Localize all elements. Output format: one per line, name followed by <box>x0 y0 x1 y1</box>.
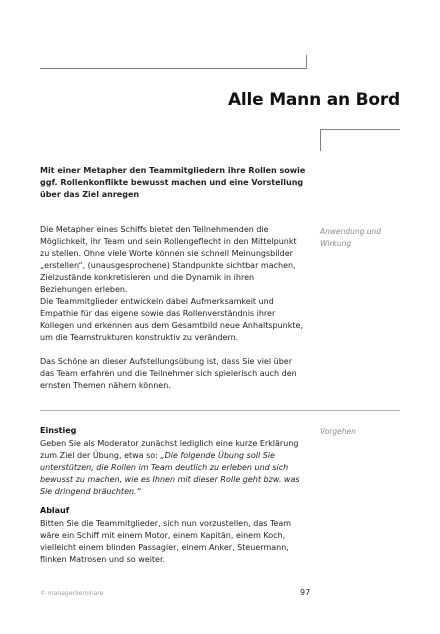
side-label-anwendung: Anwendung und Wirkung <box>320 227 382 248</box>
corner-rule-vertical <box>320 129 321 151</box>
einstieg-heading: Einstieg <box>40 426 77 435</box>
footer-publisher: © managerSeminare <box>40 590 104 597</box>
top-rule <box>40 68 306 69</box>
ablauf-heading: Ablauf <box>40 506 70 515</box>
page-number: 97 <box>300 588 311 597</box>
corner-rule-horizontal <box>320 129 400 130</box>
top-rule-tick <box>306 55 307 69</box>
side-label-vorgehen: Vorgehen <box>320 427 356 436</box>
page-title: Alle Mann an Bord <box>227 90 400 110</box>
ablauf-text: Bitten Sie die Teammitglieder, sich nun vorzustellen, das Team wäre ein Schiff mit einem Motor, einem Kapitän, einem Koch, vielleicht einem blinden Passagier, einem Anker, Steuermann, flinken Matrosen und so weiter. <box>40 519 292 564</box>
paragraph-3: Das Schöne an dieser Aufstellungsübung ist, dass Sie viel über das Team erfahren und die Teilnehmer sich spielerisch auch den ernsten Themen nähern können. <box>40 357 297 390</box>
paragraph-1: Die Metapher eines Schiffs bietet den Teilnehmenden die Möglichkeit, ihr Team und sein Rollengeflecht in den Mittelpunkt zu stellen. Ohne viele Worte können sie schnell Meinungsbilder „erstellen“, (unausgesprochene) Standpunkte sichtbar machen, Zielzustände konkretisieren und die Dynamik in ihren Beziehungen erleben. <box>40 225 297 294</box>
einstieg-quote: „Die folgende Übung soll Sie unterstützen, die Rollen im Team deutlich zu erleben und sich bewusst zu machen, wie es Ihnen mit dieser Rolle geht bzw. was Sie dringend bräuchten.“ <box>40 451 300 496</box>
section-divider <box>40 410 400 411</box>
intro-summary: Mit einer Metapher den Teammitgliedern ihre Rollen sowie ggf. Rollenkonflikte bewusst machen und eine Vorstellung über das Ziel anregen <box>40 166 306 199</box>
paragraph-2: Die Teammitglieder entwickeln dabei Aufmerksamkeit und Empathie für das eigene sowie das Rollenverständnis ihrer Kollegen und erkennen aus dem Gesamtbild neue Anhaltspunkte, um die Teamstrukturen konstruktiv zu verändern. <box>40 297 303 342</box>
einstieg-text-plain: Geben Sie als Moderator zunächst lediglich eine kurze Erklärung zum Ziel der Übung, etwa so: <box>40 439 299 460</box>
einstieg-text <box>40 438 308 498</box>
